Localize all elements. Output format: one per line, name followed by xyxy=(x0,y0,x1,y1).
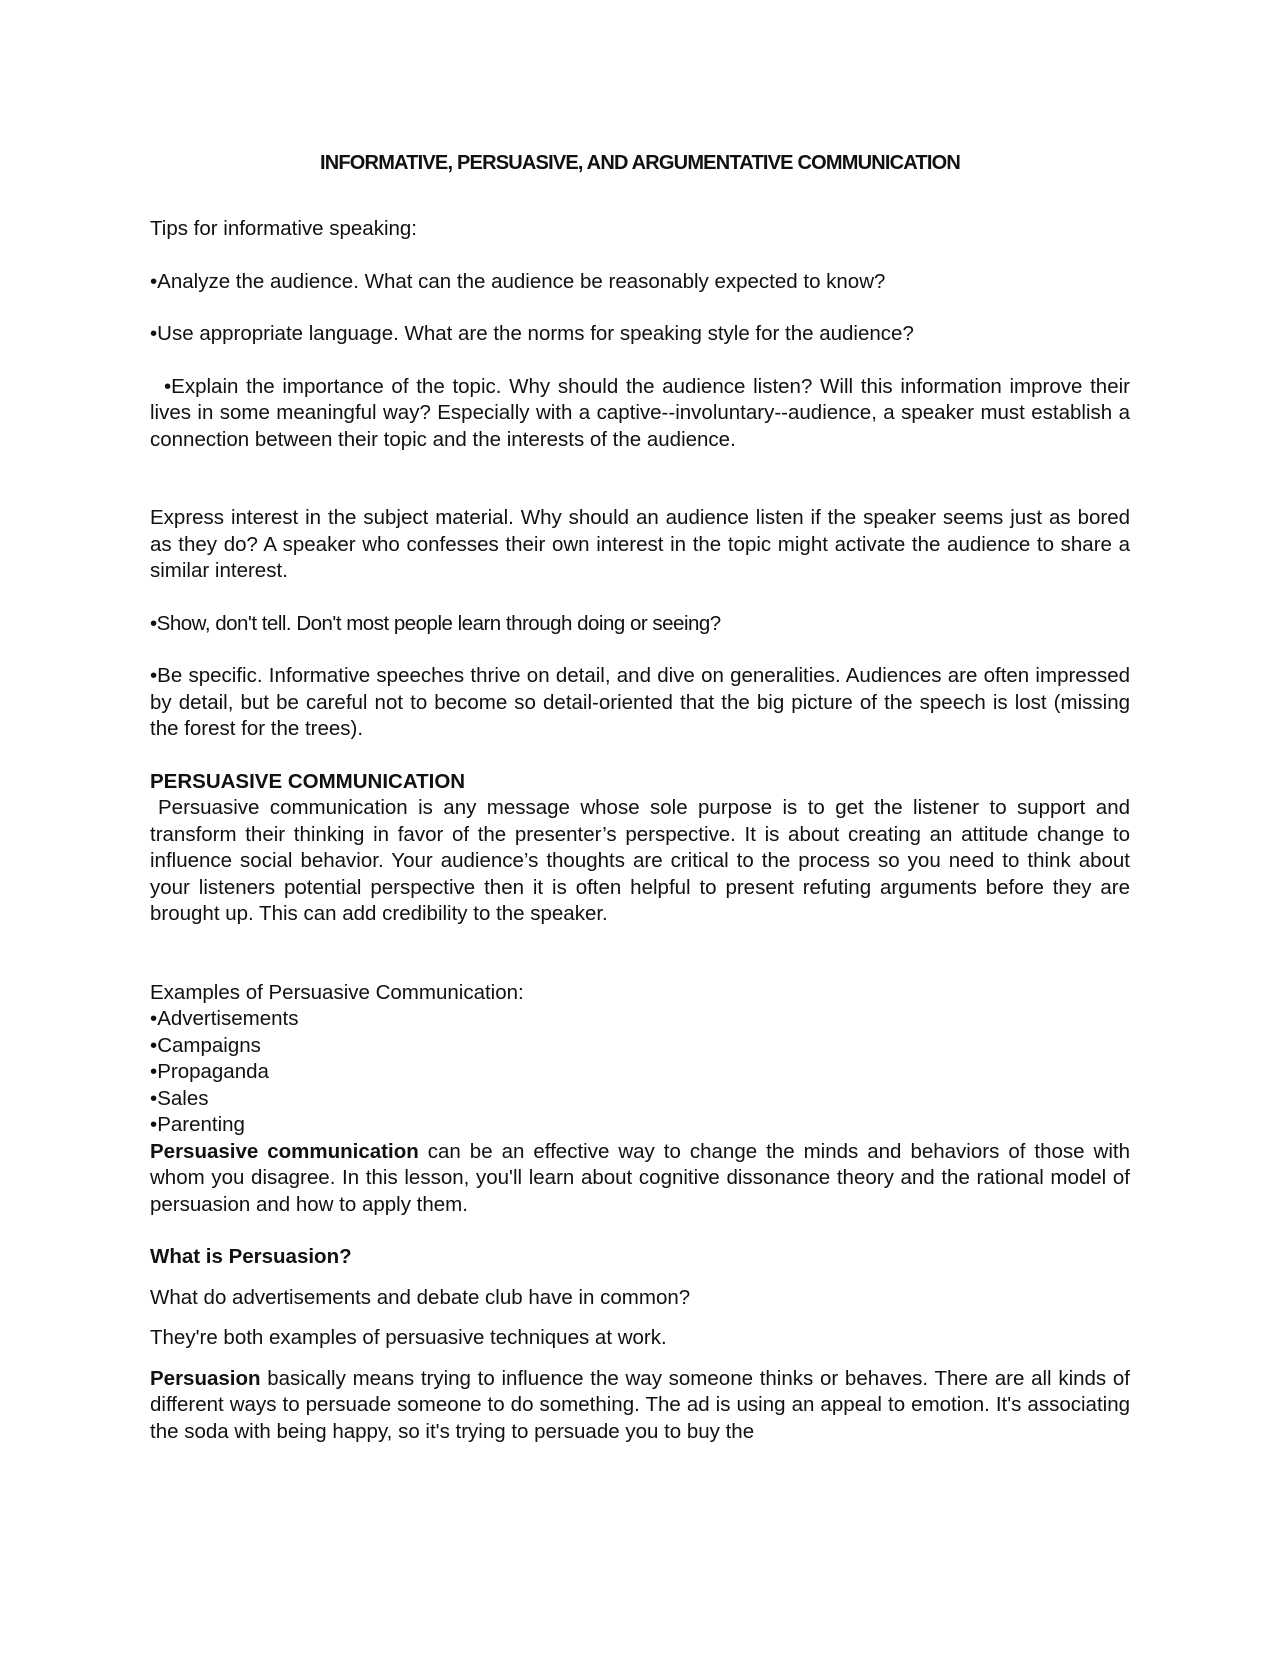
list-item: • Campaigns xyxy=(150,1033,1130,1060)
what-is-heading: What is Persuasion? xyxy=(150,1245,352,1268)
list-item: • Advertisements xyxy=(150,1006,1130,1033)
what-is-question: What do advertisements and debate club have in common? xyxy=(150,1285,691,1309)
lesson-text: can be an effective way to change the minds and behaviors of those with whom you disagree. In this lesson, you'll learn about cognitive dissonance theory and the rational model of persuasion and how to apply them. xyxy=(150,1139,1130,1216)
lesson-bold-lead: Persuasive communication xyxy=(150,1139,419,1163)
lesson-paragraph xyxy=(150,1139,1130,1219)
list-item: • Sales xyxy=(150,1086,1130,1113)
persuasive-body: Persuasive communication is any message whose sole purpose is to get the listener to support and transform their thinking in favor of the presenter’s perspective. It is about creating an attitude change to influence social behavior. Your audience’s thoughts are critical to the process so you need to think about your listeners potential perspective then it is often helpful to present refuting arguments before they are brought up. This can add credibility to the speaker. xyxy=(150,796,1130,925)
tip-express-interest: Express interest in the subject material. Why should an audience listen if the speaker seems just as bored as they do? A speaker who confesses their own interest in the topic might activate the audience to share a similar interest. xyxy=(150,506,1130,582)
examples-intro: Examples of Persuasive Communication: xyxy=(150,980,524,1004)
tip-analyze-audience: •Analyze the audience. What can the audience be reasonably expected to know? xyxy=(150,269,886,293)
tip-be-specific: •Be specific. Informative speeches thrive on detail, and dive on generalities. Audiences are often impressed by detail, but be careful not to become so detail-oriented that the big picture of the speech is lost (missing the forest for the trees). xyxy=(150,664,1130,740)
examples-list xyxy=(150,1006,1130,1139)
tip-explain-importance: •Explain the importance of the topic. Why should the audience listen? Will this information improve their lives in some meaningful way? Especially with a captive--involuntary--audience, a speaker must establish a connection between their topic and the interests of the audience. xyxy=(150,374,1130,451)
persuasion-bold-lead: Persuasion xyxy=(150,1366,261,1390)
list-item: • Parenting xyxy=(150,1112,1130,1139)
list-item: • Propaganda xyxy=(150,1059,1130,1086)
tips-intro: Tips for informative speaking: xyxy=(150,217,417,240)
tip-appropriate-language: •Use appropriate language. What are the norms for speaking style for the audience? xyxy=(150,322,914,345)
persuasion-text: basically means trying to influence the way someone thinks or behaves. There are all kinds of different ways to persuade someone to do something. The ad is using an appeal to emotion. It's associating the soda with being happy, so it's trying to persuade you to buy the xyxy=(150,1366,1130,1443)
persuasive-heading: PERSUASIVE COMMUNICATION xyxy=(150,769,466,793)
what-is-answer: They're both examples of persuasive techniques at work. xyxy=(150,1326,667,1349)
document-title: INFORMATIVE, PERSUASIVE, AND ARGUMENTATIVE COMMUNICATION xyxy=(319,152,960,174)
persuasion-paragraph xyxy=(150,1366,1130,1446)
tip-show-dont-tell: •Show, don't tell. Don't most people learn through doing or seeing? xyxy=(150,611,721,635)
